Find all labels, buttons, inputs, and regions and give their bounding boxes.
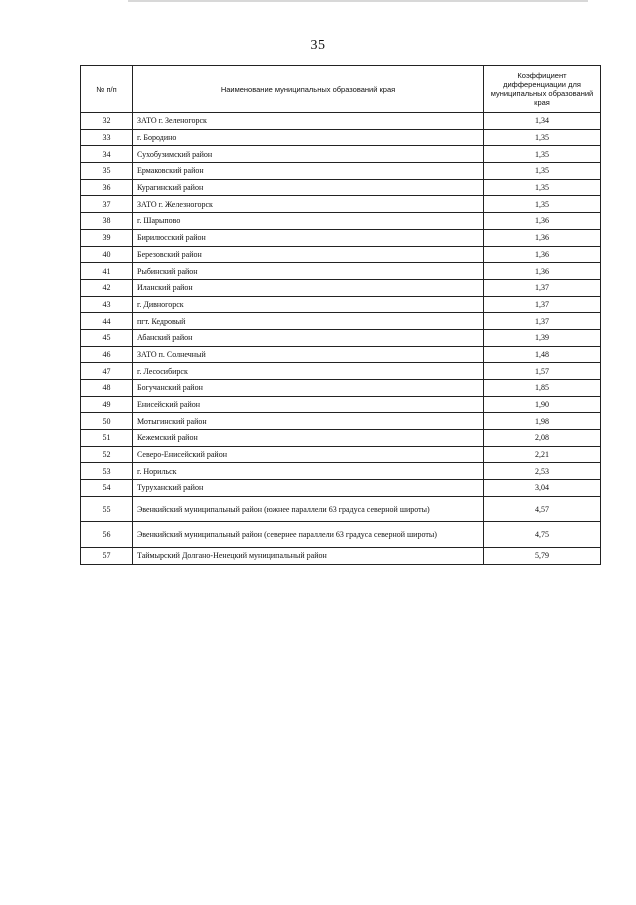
row-coefficient: 1,37 (484, 279, 601, 296)
table-row (81, 380, 601, 397)
row-municipality: г. Лесосибирск (133, 363, 484, 380)
row-coefficient: 1,35 (484, 146, 601, 163)
row-municipality: ЗАТО г. Зеленогорск (133, 113, 484, 130)
row-coefficient: 4,75 (484, 522, 601, 548)
table-row (81, 279, 601, 296)
row-coefficient: 1,35 (484, 179, 601, 196)
table-row (81, 146, 601, 163)
row-coefficient: 1,35 (484, 163, 601, 180)
table-row (81, 346, 601, 363)
header-coefficient: Коэффициент дифференциации для муниципальных образований края (484, 66, 601, 113)
row-municipality: г. Шарыпово (133, 213, 484, 230)
row-number: 45 (81, 329, 133, 346)
row-coefficient: 1,98 (484, 413, 601, 430)
table-header-row (81, 66, 601, 113)
row-coefficient: 1,39 (484, 329, 601, 346)
row-municipality: Туруханский район (133, 480, 484, 497)
table-row (81, 179, 601, 196)
row-number: 51 (81, 430, 133, 447)
row-number: 49 (81, 396, 133, 413)
table-row (81, 263, 601, 280)
row-municipality: Рыбинский район (133, 263, 484, 280)
table-row (81, 296, 601, 313)
row-municipality: Ермаковский район (133, 163, 484, 180)
row-municipality: Кежемский район (133, 430, 484, 447)
row-number: 56 (81, 522, 133, 548)
table-row (81, 413, 601, 430)
row-coefficient: 1,90 (484, 396, 601, 413)
table-row (81, 329, 601, 346)
row-coefficient: 1,36 (484, 246, 601, 263)
row-number: 43 (81, 296, 133, 313)
row-municipality: Березовский район (133, 246, 484, 263)
row-municipality: г. Норильск (133, 463, 484, 480)
row-coefficient: 1,37 (484, 296, 601, 313)
row-coefficient: 5,79 (484, 547, 601, 564)
row-number: 55 (81, 496, 133, 522)
row-coefficient: 4,57 (484, 496, 601, 522)
row-coefficient: 1,48 (484, 346, 601, 363)
row-municipality: Курагинский район (133, 179, 484, 196)
row-number: 38 (81, 213, 133, 230)
row-coefficient: 1,35 (484, 196, 601, 213)
row-number: 32 (81, 113, 133, 130)
row-municipality: ЗАТО г. Железногорск (133, 196, 484, 213)
table-row (81, 113, 601, 130)
row-municipality: Бирилюсский район (133, 229, 484, 246)
row-number: 40 (81, 246, 133, 263)
row-municipality: Иланский район (133, 279, 484, 296)
table-row (81, 129, 601, 146)
row-municipality: пгт. Кедровый (133, 313, 484, 330)
row-number: 34 (81, 146, 133, 163)
table-row (81, 229, 601, 246)
coefficient-table (80, 65, 601, 565)
row-coefficient: 1,57 (484, 363, 601, 380)
row-coefficient: 2,21 (484, 446, 601, 463)
table-row (81, 213, 601, 230)
row-number: 42 (81, 279, 133, 296)
table-row (81, 547, 601, 564)
table-row (81, 396, 601, 413)
table-row (81, 430, 601, 447)
row-number: 46 (81, 346, 133, 363)
row-municipality: Эвенкийский муниципальный район (севернее параллели 63 градуса северной широты) (133, 522, 484, 548)
row-number: 53 (81, 463, 133, 480)
row-number: 50 (81, 413, 133, 430)
row-number: 57 (81, 547, 133, 564)
scan-top-rule (128, 0, 588, 2)
table-row (81, 363, 601, 380)
row-municipality: Эвенкийский муниципальный район (южнее параллели 63 градуса северной широты) (133, 496, 484, 522)
row-coefficient: 1,37 (484, 313, 601, 330)
row-number: 35 (81, 163, 133, 180)
row-coefficient: 1,85 (484, 380, 601, 397)
row-municipality: Северо-Енисейский район (133, 446, 484, 463)
row-number: 44 (81, 313, 133, 330)
table-row (81, 496, 601, 522)
row-coefficient: 1,36 (484, 213, 601, 230)
row-coefficient: 1,35 (484, 129, 601, 146)
row-municipality: Мотыгинский район (133, 413, 484, 430)
row-coefficient: 3,04 (484, 480, 601, 497)
row-number: 54 (81, 480, 133, 497)
table-row (81, 446, 601, 463)
table-row (81, 163, 601, 180)
row-coefficient: 1,34 (484, 113, 601, 130)
row-municipality: Абанский район (133, 329, 484, 346)
table-row (81, 196, 601, 213)
row-municipality: Сухобузимский район (133, 146, 484, 163)
table-row (81, 313, 601, 330)
row-municipality: Енисейский район (133, 396, 484, 413)
row-municipality: г. Дивногорск (133, 296, 484, 313)
table-row (81, 480, 601, 497)
row-number: 37 (81, 196, 133, 213)
row-number: 41 (81, 263, 133, 280)
page-number: 35 (310, 38, 326, 53)
table-row (81, 463, 601, 480)
row-coefficient: 2,08 (484, 430, 601, 447)
row-number: 48 (81, 380, 133, 397)
row-number: 52 (81, 446, 133, 463)
row-number: 47 (81, 363, 133, 380)
row-coefficient: 2,53 (484, 463, 601, 480)
header-name: Наименование муниципальных образований края (133, 66, 484, 113)
row-municipality: ЗАТО п. Солнечный (133, 346, 484, 363)
row-number: 39 (81, 229, 133, 246)
header-number: № п/п (81, 66, 133, 113)
row-municipality: Богучанский район (133, 380, 484, 397)
row-municipality: Таймырский Долгано-Ненецкий муниципальный район (133, 547, 484, 564)
row-coefficient: 1,36 (484, 229, 601, 246)
row-coefficient: 1,36 (484, 263, 601, 280)
row-number: 33 (81, 129, 133, 146)
table-row (81, 522, 601, 548)
table-row (81, 246, 601, 263)
row-number: 36 (81, 179, 133, 196)
row-municipality: г. Бородино (133, 129, 484, 146)
